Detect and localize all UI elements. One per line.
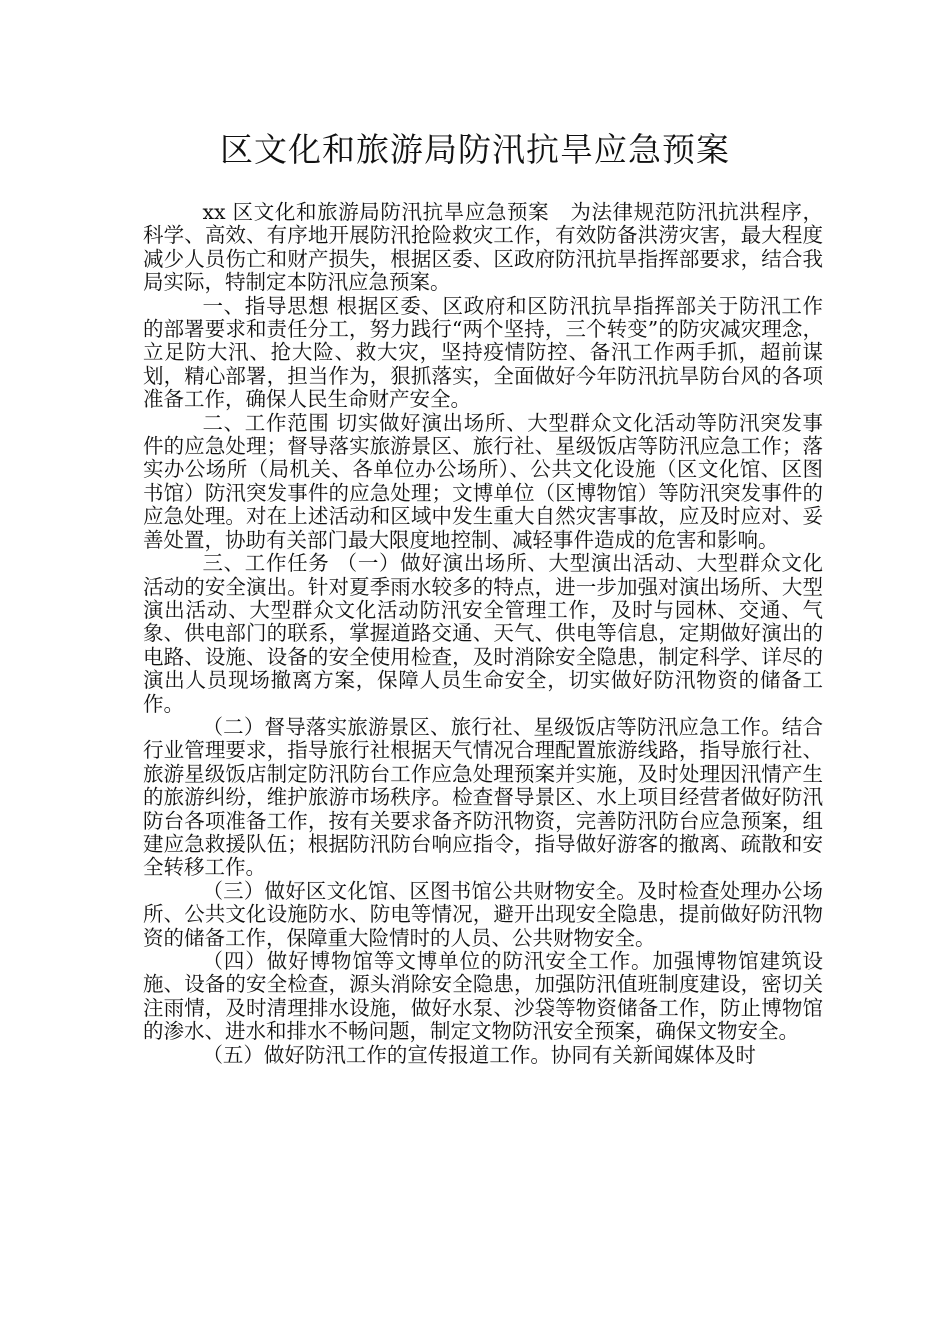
paragraph-intro: xx 区文化和旅游局防汛抗旱应急预案 为法律规范防汛抗洪程序，科学、高效、有序地开展防汛抢险救灾工作，有效防备洪涝灾害，最大程度减少人员伤亡和财产损失，根据区委、区政府防汛抗旱指挥部要求，结合我局实际，特制定本防汛应急预案。: [143, 200, 823, 295]
paragraph-tasks-4: （四）做好博物馆等文博单位的防汛安全工作。加强博物馆建筑设施、设备的安全检查，源头消除安全隐患，加强防汛值班制度建设，密切关注雨情，及时清理排水设施，做好水泵、沙袋等物资储备工作，防止博物馆的渗水、进水和排水不畅问题，制定文物防汛安全预案，确保文物安全。: [143, 949, 823, 1044]
paragraph-tasks-2: （二）督导落实旅游景区、旅行社、星级饭店等防汛应急工作。结合行业管理要求，指导旅行社根据天气情况合理配置旅游线路，指导旅行社、旅游星级饭店制定防汛防台工作应急处理预案并实施，及时处理因汛情产生的旅游纠纷，维护旅游市场秩序。检查督导景区、水上项目经营者做好防汛防台各项准备工作，按有关要求备齐防汛物资，完善防汛防台应急预案，组建应急救援队伍；根据防汛防台响应指令，指导做好游客的撤离、疏散和安全转移工作。: [143, 714, 823, 880]
paragraph-tasks-1: 三、工作任务 （一）做好演出场所、大型演出活动、大型群众文化活动的安全演出。针对夏季雨水较多的特点，进一步加强对演出场所、大型演出活动、大型群众文化活动防汛安全管理工作，及时与园林、交通、气象、供电部门的联系，掌握道路交通、天气、供电等信息，定期做好演出的电路、设施、设备的安全使用检查，及时消除安全隐患，制定科学、详尽的演出人员现场撤离方案，保障人员生命安全，切实做好防汛物资的储备工作。: [143, 551, 823, 716]
paragraph-guiding-ideology: 一、指导思想 根据区委、区政府和区防汛抗旱指挥部关于防汛工作的部署要求和责任分工，努力践行“两个坚持，三个转变”的防灾减灾理念，立足防大汛、抢大险、救大灾，坚持疫情防控、备汛工作两手抓，超前谋划，精心部署，担当作为，狠抓落实，全面做好今年防汛抗旱防台风的各项准备工作，确保人民生命财产安全。: [143, 293, 823, 412]
document-body: [143, 201, 823, 1067]
paragraph-scope: 二、工作范围 切实做好演出场所、大型群众文化活动等防汛突发事件的应急处理；督导落实旅游景区、旅行社、星级饭店等防汛应急工作；落实办公场所（局机关、各单位办公场所）、公共文化设施（区文化馆、区图书馆）防汛突发事件的应急处理；文博单位（区博物馆）等防汛突发事件的应急处理。对在上述活动和区域中发生重大自然灾害事故，应及时应对、妥善处置，协助有关部门最大限度地控制、减轻事件造成的危害和影响。: [143, 410, 823, 552]
document-title: 区文化和旅游局防汛抗旱应急预案: [220, 130, 730, 169]
paragraph-tasks-3: （三）做好区文化馆、区图书馆公共财物安全。及时检查处理办公场所、公共文化设施防水、防电等情况，避开出现安全隐患，提前做好防汛物资的储备工作，保障重大险情时的人员、公共财物安全。: [143, 878, 823, 950]
paragraph-tasks-5: （五）做好防汛工作的宣传报道工作。协同有关新闻媒体及时: [202, 1042, 756, 1067]
